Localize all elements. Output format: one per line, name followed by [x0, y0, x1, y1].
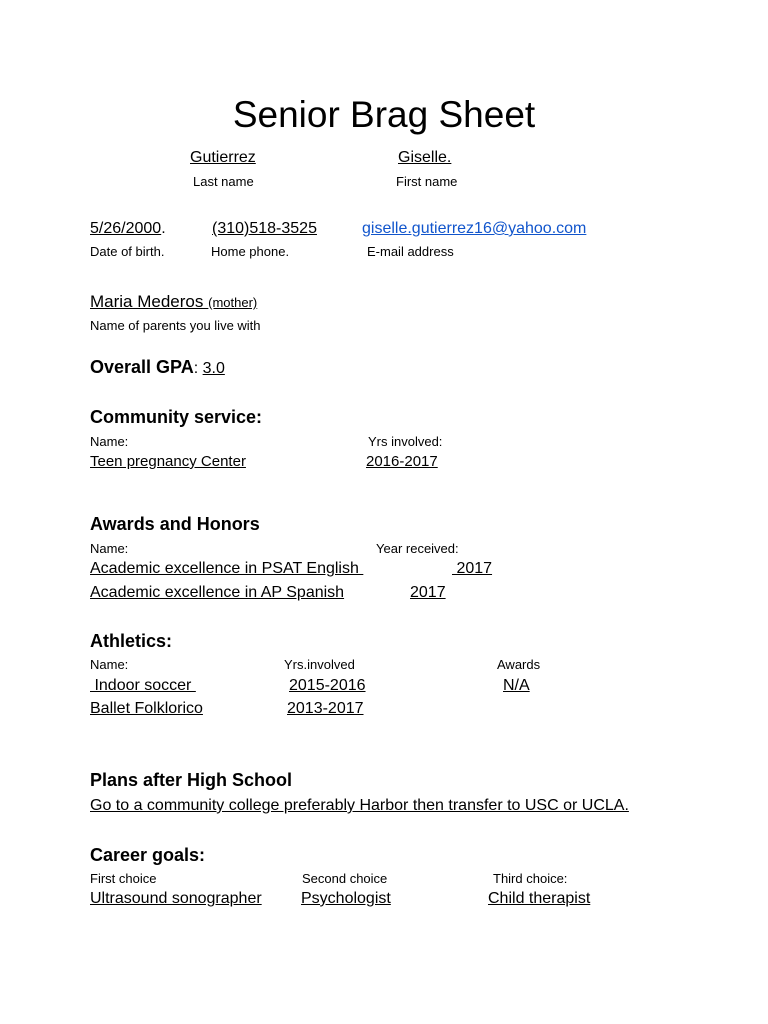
career-col-first: First choice	[90, 871, 157, 886]
athletics-col-name: Name:	[90, 657, 129, 672]
community-col-years: Yrs involved:	[368, 434, 443, 449]
award-row-name: Academic excellence in AP Spanish	[90, 584, 345, 601]
plans-heading: Plans after High School	[90, 770, 293, 790]
parents-field	[90, 292, 257, 312]
athletics-col-years: Yrs.involved	[284, 657, 355, 672]
last-name-label: Last name	[193, 174, 254, 189]
gpa-separator: :	[193, 360, 203, 377]
email-label: E-mail address	[367, 244, 454, 259]
dob-label: Date of birth.	[90, 244, 165, 259]
athletics-row-years: 2015-2016	[289, 677, 366, 694]
last-name-value: Gutierrez	[190, 149, 256, 166]
community-service-heading: Community service:	[90, 407, 263, 427]
athletics-col-awards: Awards	[497, 657, 541, 672]
community-row-years: 2016-2017	[366, 453, 438, 470]
plans-text: Go to a community college preferably Harbor then transfer to USC or UCLA.	[90, 797, 629, 814]
career-col-second: Second choice	[302, 871, 388, 886]
career-col-third: Third choice:	[493, 871, 568, 886]
career-first-choice: Ultrasound sonographer	[90, 890, 262, 907]
home-phone-value: (310)518-3525	[212, 220, 317, 237]
page-title: Senior Brag Sheet	[232, 94, 536, 135]
dob-suffix: .	[161, 220, 166, 237]
awards-col-year: Year received:	[376, 541, 459, 556]
athletics-row-awards: N/A	[503, 677, 530, 694]
parent-name-value: Maria Mederos	[90, 292, 209, 311]
awards-col-name: Name:	[90, 541, 129, 556]
first-name-value: Giselle.	[398, 149, 452, 166]
career-third-choice: Child therapist	[488, 890, 591, 907]
award-row-year: 2017	[410, 584, 446, 601]
dob-field	[90, 220, 166, 238]
athletics-row-name: Ballet Folklorico	[90, 700, 203, 717]
athletics-row-years: 2013-2017	[287, 700, 364, 717]
home-phone-label: Home phone.	[211, 244, 290, 259]
athletics-row-name: Indoor soccer	[90, 677, 196, 694]
career-heading: Career goals:	[90, 845, 206, 865]
community-row-name: Teen pregnancy Center	[90, 453, 246, 470]
parents-label: Name of parents you live with	[90, 318, 261, 333]
dob-value: 5/26/2000	[90, 220, 162, 237]
first-name-label: First name	[396, 174, 458, 189]
parent-relation: (mother)	[208, 295, 258, 310]
email-link[interactable]: giselle.gutierrez16@yahoo.com	[362, 220, 587, 237]
athletics-heading: Athletics:	[90, 631, 173, 651]
awards-heading: Awards and Honors	[90, 514, 260, 534]
community-col-name: Name:	[90, 434, 129, 449]
gpa-line	[90, 357, 225, 378]
gpa-label: Overall GPA	[90, 357, 194, 377]
award-row-year: 2017	[452, 560, 493, 577]
gpa-value: 3.0	[202, 360, 225, 377]
career-second-choice: Psychologist	[301, 890, 391, 907]
award-row-name: Academic excellence in PSAT English	[90, 560, 364, 577]
